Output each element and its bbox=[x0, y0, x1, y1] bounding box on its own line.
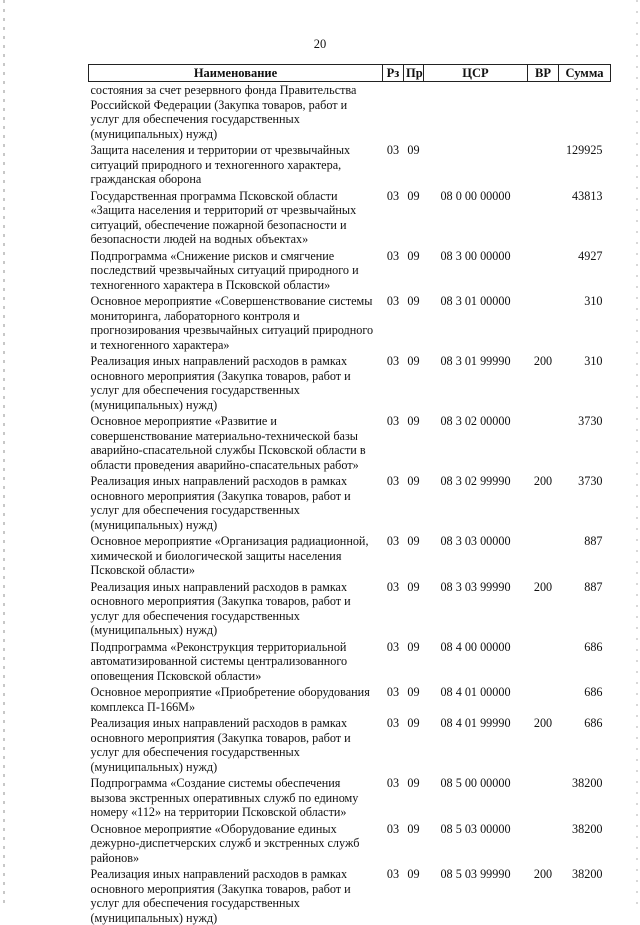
header-csr: ЦСР bbox=[424, 65, 528, 82]
row-vr bbox=[528, 247, 559, 293]
row-vr: 200 bbox=[528, 714, 559, 774]
row-rz: 03 bbox=[383, 578, 404, 638]
table-header bbox=[89, 65, 611, 82]
row-sum: 686 bbox=[559, 638, 611, 684]
row-vr bbox=[528, 820, 559, 866]
row-csr: 08 3 03 00000 bbox=[424, 532, 528, 578]
row-rz: 03 bbox=[383, 865, 404, 925]
row-rz: 03 bbox=[383, 352, 404, 412]
row-sum: 129925 bbox=[559, 141, 611, 187]
row-vr bbox=[528, 412, 559, 472]
row-name: Основное мероприятие «Приобретение оборудования комплекса П-166М» bbox=[89, 683, 383, 714]
row-vr: 200 bbox=[528, 472, 559, 532]
row-name: Основное мероприятие «Организация радиационной, химической и биологической защиты населения Псковской области» bbox=[89, 532, 383, 578]
row-name: Реализация иных направлений расходов в рамках основного мероприятия (Закупка товаров, работ и услуг для обеспечения государственных (муниципальных) нужд) bbox=[89, 472, 383, 532]
row-csr bbox=[424, 82, 528, 142]
row-vr bbox=[528, 774, 559, 820]
row-csr: 08 0 00 00000 bbox=[424, 187, 528, 247]
row-name: Основное мероприятие «Оборудование единых дежурно-диспетчерских служб и экстренных служб районов» bbox=[89, 820, 383, 866]
row-vr: 200 bbox=[528, 578, 559, 638]
table-row bbox=[89, 578, 611, 638]
budget-table bbox=[88, 64, 611, 925]
row-name: Реализация иных направлений расходов в рамках основного мероприятия (Закупка товаров, работ и услуг для обеспечения государственных (муниципальных) нужд) bbox=[89, 352, 383, 412]
row-sum: 43813 bbox=[559, 187, 611, 247]
row-rz: 03 bbox=[383, 683, 404, 714]
row-sum: 3730 bbox=[559, 472, 611, 532]
row-csr: 08 3 00 00000 bbox=[424, 247, 528, 293]
row-pr: 09 bbox=[404, 714, 424, 774]
row-pr: 09 bbox=[404, 683, 424, 714]
row-csr bbox=[424, 141, 528, 187]
table-row bbox=[89, 412, 611, 472]
row-name: Подпрограмма «Реконструкция территориальной автоматизированной системы централизованного оповещения Псковской области» bbox=[89, 638, 383, 684]
row-sum: 3730 bbox=[559, 412, 611, 472]
row-rz: 03 bbox=[383, 820, 404, 866]
row-pr bbox=[404, 82, 424, 142]
row-pr: 09 bbox=[404, 247, 424, 293]
table-row bbox=[89, 774, 611, 820]
table-row bbox=[89, 714, 611, 774]
row-rz: 03 bbox=[383, 532, 404, 578]
row-pr: 09 bbox=[404, 638, 424, 684]
row-csr: 08 5 03 00000 bbox=[424, 820, 528, 866]
row-pr: 09 bbox=[404, 865, 424, 925]
row-sum: 887 bbox=[559, 578, 611, 638]
row-rz: 03 bbox=[383, 247, 404, 293]
row-sum: 4927 bbox=[559, 247, 611, 293]
row-sum: 38200 bbox=[559, 865, 611, 925]
page-number: 20 bbox=[0, 37, 640, 52]
table-row bbox=[89, 683, 611, 714]
table-row bbox=[89, 247, 611, 293]
row-rz: 03 bbox=[383, 774, 404, 820]
row-pr: 09 bbox=[404, 141, 424, 187]
row-rz: 03 bbox=[383, 714, 404, 774]
scan-edge-left bbox=[3, 0, 5, 905]
table-row bbox=[89, 352, 611, 412]
table-body bbox=[89, 82, 611, 925]
row-vr bbox=[528, 292, 559, 352]
row-name: Государственная программа Псковской области «Защита населения и территорий от чрезвычайных ситуаций, обеспечение пожарной безопасности и безопасности людей на водных объектах» bbox=[89, 187, 383, 247]
row-csr: 08 3 01 00000 bbox=[424, 292, 528, 352]
scan-edge-right bbox=[636, 0, 638, 905]
table-row bbox=[89, 82, 611, 142]
row-vr bbox=[528, 187, 559, 247]
row-csr: 08 3 03 99990 bbox=[424, 578, 528, 638]
header-row bbox=[89, 65, 611, 82]
row-rz: 03 bbox=[383, 187, 404, 247]
row-name: состояния за счет резервного фонда Правительства Российской Федерации (Закупка товаров, работ и услуг для обеспечения государственных (муниципальных) нужд) bbox=[89, 82, 383, 142]
table-row bbox=[89, 187, 611, 247]
row-pr: 09 bbox=[404, 774, 424, 820]
row-rz bbox=[383, 82, 404, 142]
row-name: Реализация иных направлений расходов в рамках основного мероприятия (Закупка товаров, работ и услуг для обеспечения государственных (муниципальных) нужд) bbox=[89, 714, 383, 774]
row-rz: 03 bbox=[383, 412, 404, 472]
row-vr bbox=[528, 141, 559, 187]
row-csr: 08 3 01 99990 bbox=[424, 352, 528, 412]
row-csr: 08 3 02 00000 bbox=[424, 412, 528, 472]
row-name: Реализация иных направлений расходов в рамках основного мероприятия (Закупка товаров, работ и услуг для обеспечения государственных (муниципальных) нужд) bbox=[89, 865, 383, 925]
row-pr: 09 bbox=[404, 578, 424, 638]
header-sum: Сумма bbox=[559, 65, 611, 82]
row-pr: 09 bbox=[404, 412, 424, 472]
row-sum: 310 bbox=[559, 292, 611, 352]
table-row bbox=[89, 292, 611, 352]
row-vr bbox=[528, 82, 559, 142]
row-csr: 08 5 03 99990 bbox=[424, 865, 528, 925]
row-vr: 200 bbox=[528, 865, 559, 925]
row-pr: 09 bbox=[404, 532, 424, 578]
row-name: Реализация иных направлений расходов в рамках основного мероприятия (Закупка товаров, работ и услуг для обеспечения государственных (муниципальных) нужд) bbox=[89, 578, 383, 638]
header-name: Наименование bbox=[89, 65, 383, 82]
row-vr bbox=[528, 638, 559, 684]
header-rz: Рз bbox=[383, 65, 404, 82]
row-csr: 08 4 00 00000 bbox=[424, 638, 528, 684]
row-pr: 09 bbox=[404, 292, 424, 352]
row-csr: 08 5 00 00000 bbox=[424, 774, 528, 820]
row-sum bbox=[559, 82, 611, 142]
header-vr: ВР bbox=[528, 65, 559, 82]
row-name: Основное мероприятие «Совершенствование системы мониторинга, лабораторного контроля и прогнозирования чрезвычайных ситуаций природного и техногенного характера» bbox=[89, 292, 383, 352]
row-pr: 09 bbox=[404, 352, 424, 412]
row-sum: 887 bbox=[559, 532, 611, 578]
row-name: Подпрограмма «Снижение рисков и смягчение последствий чрезвычайных ситуаций природного и техногенного характера в Псковской области» bbox=[89, 247, 383, 293]
row-vr: 200 bbox=[528, 352, 559, 412]
table-row bbox=[89, 865, 611, 925]
table-row bbox=[89, 638, 611, 684]
table-row bbox=[89, 820, 611, 866]
row-rz: 03 bbox=[383, 638, 404, 684]
row-sum: 38200 bbox=[559, 774, 611, 820]
row-vr bbox=[528, 683, 559, 714]
row-pr: 09 bbox=[404, 472, 424, 532]
row-name: Защита населения и территории от чрезвычайных ситуаций природного и техногенного характера, гражданская оборона bbox=[89, 141, 383, 187]
row-csr: 08 4 01 00000 bbox=[424, 683, 528, 714]
table-row bbox=[89, 141, 611, 187]
table-row bbox=[89, 472, 611, 532]
row-rz: 03 bbox=[383, 472, 404, 532]
row-name: Подпрограмма «Создание системы обеспечения вызова экстренных оперативных служб по единому номеру «112» на территории Псковской области» bbox=[89, 774, 383, 820]
row-rz: 03 bbox=[383, 292, 404, 352]
row-name: Основное мероприятие «Развитие и совершенствование материально-технической базы аварийно-спасательной службы Псковской области в области проведения аварийно-спасательных работ» bbox=[89, 412, 383, 472]
row-sum: 310 bbox=[559, 352, 611, 412]
row-rz: 03 bbox=[383, 141, 404, 187]
table-row bbox=[89, 532, 611, 578]
row-pr: 09 bbox=[404, 820, 424, 866]
header-pr: Пр bbox=[404, 65, 424, 82]
row-sum: 38200 bbox=[559, 820, 611, 866]
row-sum: 686 bbox=[559, 714, 611, 774]
row-csr: 08 4 01 99990 bbox=[424, 714, 528, 774]
row-csr: 08 3 02 99990 bbox=[424, 472, 528, 532]
row-pr: 09 bbox=[404, 187, 424, 247]
row-sum: 686 bbox=[559, 683, 611, 714]
row-vr bbox=[528, 532, 559, 578]
